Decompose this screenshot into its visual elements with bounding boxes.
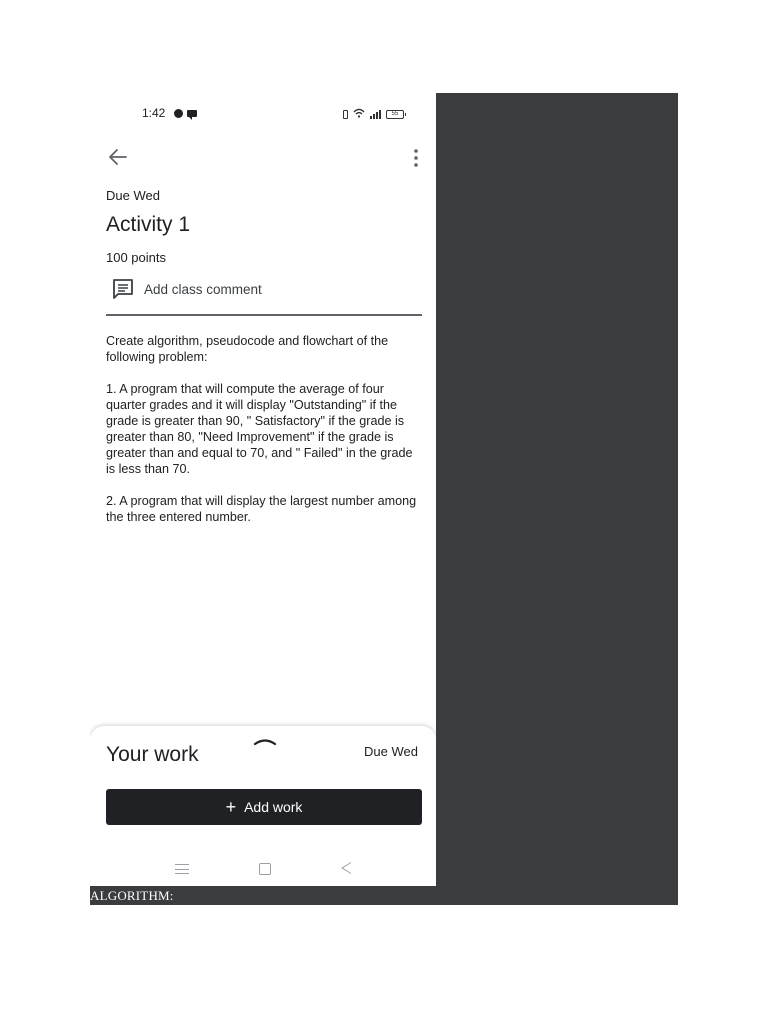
your-work-due: Due Wed [364,744,418,759]
document-page [90,93,678,905]
chat-icon [187,110,197,117]
add-work-button[interactable] [106,789,422,825]
vibrate-icon [343,110,348,119]
back-button[interactable] [106,145,130,169]
system-nav-bar [90,859,436,886]
status-time: 1:42 [142,106,166,120]
comment-icon [112,278,134,300]
your-work-title: Your work [106,743,199,766]
add-class-comment-label: Add class comment [144,281,262,297]
status-left-icons [174,109,197,118]
home-icon[interactable] [259,863,271,875]
add-class-comment-button[interactable] [112,278,262,300]
caption-text: ALGORITHM: [90,888,174,903]
status-right-icons [343,108,404,121]
menu-icon[interactable] [175,864,189,878]
battery-icon: 55 [386,110,404,119]
arrow-back-icon [106,145,130,169]
wifi-icon [353,108,365,121]
instruction-paragraph: 2. A program that will display the largest number among the three entered number. [106,494,417,524]
messenger-icon [174,109,183,118]
assignment-instructions [106,333,424,541]
your-work-sheet [90,726,436,886]
divider [106,314,422,316]
more-vert-icon [412,147,420,169]
signal-icon [370,110,381,119]
due-date: Due Wed [106,188,160,203]
plus-icon: + [225,797,237,817]
instruction-paragraph: Create algorithm, pseudocode and flowchart of the following problem: [106,334,389,364]
expand-sheet-handle[interactable] [253,733,277,743]
more-options-button[interactable] [412,147,420,169]
dark-panel [436,93,678,905]
instruction-paragraph: 1. A program that will compute the average of four quarter grades and it will display "Outstanding" if the grade is greater than 90, " Satisfactory" if the grade is greater than 80, "Need Improvement" if the grade is greater than and equal to 70, and " Failed" in the grade is less than 70. [106,382,413,476]
chevron-up-icon [253,736,277,746]
assignment-points: 100 points [106,250,166,265]
add-work-label: Add work [244,799,303,815]
assignment-title: Activity 1 [106,213,191,236]
phone-screenshot [90,93,436,886]
back-icon[interactable] [341,862,351,874]
caption-bar [90,886,436,905]
